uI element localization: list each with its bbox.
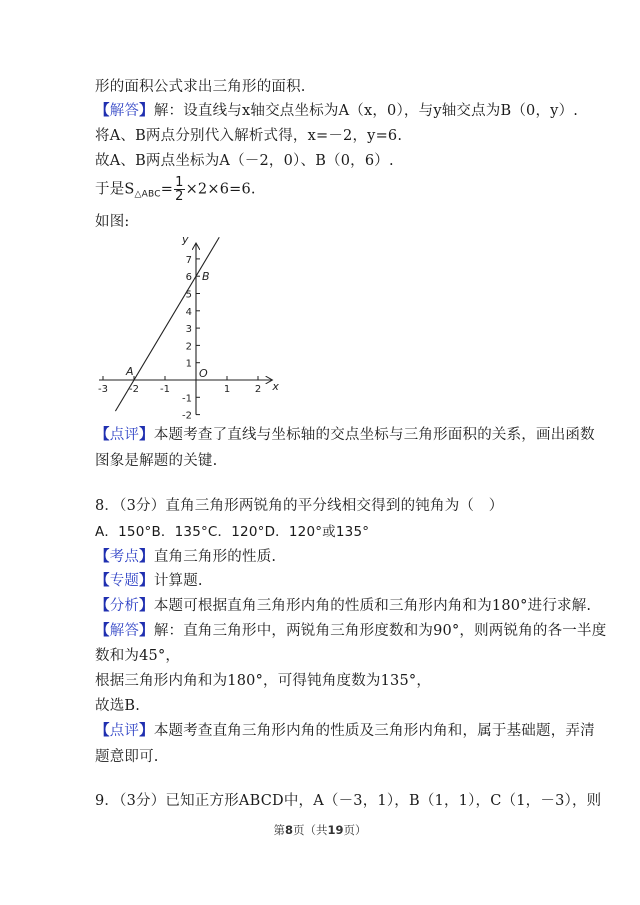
point-label-a: A — [126, 365, 134, 378]
y-tick-label: 1 — [185, 358, 192, 370]
origin-label: O — [199, 367, 208, 380]
answer-tag: 【解答】 — [95, 102, 154, 119]
footer-prefix: 第 — [273, 823, 285, 837]
fenxi-line — [95, 596, 591, 616]
answer-line — [95, 621, 606, 641]
x-tick-label: -3 — [98, 384, 108, 395]
figure-label: 如图: — [95, 214, 130, 230]
kaodian-line — [95, 547, 276, 567]
question-9-stem: 9．（3分）已知正方形ABCD中，A（－3，1），B（1，1），C（1，－3），则 — [95, 793, 602, 809]
y-tick-label: 2 — [185, 341, 192, 353]
y-tick-label: 7 — [185, 254, 192, 266]
answer-tag: 【解答】 — [95, 622, 154, 639]
answer-text: 解：直角三角形中，两锐角三角形度数和为90°，则两锐角的各一半度 — [153, 623, 607, 639]
comment-text: 本题考查直角三角形内角的性质及三角形内角和，属于基础题，弄清 — [153, 723, 595, 739]
x-axis-label: x — [272, 380, 279, 393]
x-tick-label: 2 — [254, 384, 262, 395]
y-tick-label: 6 — [185, 272, 192, 284]
footer-suffix: 页） — [343, 823, 367, 837]
comment-tag: 【点评】 — [95, 722, 154, 739]
zhuanti-tag: 【专题】 — [95, 572, 154, 589]
kaodian-text: 直角三角形的性质. — [153, 549, 277, 565]
fraction-denominator: 2 — [175, 189, 184, 204]
x-tick-label: -1 — [160, 384, 170, 395]
fraction-numerator: 1 — [175, 175, 184, 190]
fenxi-text: 本题可根据直角三角形内角的性质和三角形内角和为180°进行求解. — [153, 598, 592, 614]
question-8-options: A．150°B．135°C．120°D．120°或135° — [95, 524, 370, 540]
page-number: 8 — [284, 823, 293, 837]
page-total: 19 — [327, 823, 344, 837]
y-axis-label: y — [182, 233, 189, 247]
equals-sign: = — [160, 181, 174, 198]
zhuanti-text: 计算题. — [153, 573, 203, 589]
question-8-stem: 8．（3分）直角三角形两锐角的平分线相交得到的钝角为（ ） — [95, 498, 504, 514]
text-line: 根据三角形内角和为180°，可得钝角度数为135°， — [95, 673, 432, 689]
y-tick-label: 4 — [185, 306, 192, 318]
comment-line — [95, 425, 595, 445]
kaodian-tag: 【考点】 — [95, 548, 154, 565]
area-subscript: △ABC — [134, 189, 161, 200]
text-line: 图象是解题的关键. — [95, 453, 218, 469]
fenxi-tag: 【分析】 — [95, 597, 154, 614]
point-label-b: B — [202, 270, 210, 284]
area-rest: ×2×6=6. — [185, 181, 256, 198]
y-tick-label: 3 — [185, 324, 192, 336]
text-line: 故选B. — [95, 698, 141, 714]
x-tick-label: 1 — [223, 384, 231, 395]
y-tick-label: -2 — [182, 410, 192, 422]
answer-text: 解：设直线与x轴交点坐标为A（x，0），与y轴交点为B（0，y）. — [153, 103, 579, 119]
area-prefix: 于是S — [95, 181, 135, 198]
text-line: 将A、B两点分别代入解析式得，x=－2，y=6. — [95, 128, 403, 144]
zhuanti-line — [95, 571, 203, 591]
text-line: 故A、B两点坐标为A（－2，0）、B（0，6）. — [95, 153, 394, 169]
page-footer — [0, 822, 640, 838]
text-line: 题意即可. — [95, 749, 159, 765]
y-tick-label: -1 — [182, 393, 192, 405]
comment-tag: 【点评】 — [95, 426, 154, 443]
comment-line — [95, 721, 595, 741]
x-tick-label: -2 — [129, 384, 139, 395]
y-tick-label: 5 — [185, 289, 192, 301]
text-line: 形的面积公式求出三角形的面积. — [95, 79, 306, 95]
text-line: 数和为45°， — [95, 648, 181, 664]
comment-text: 本题考查了直线与坐标轴的交点坐标与三角形面积的关系，画出函数 — [153, 427, 595, 443]
footer-mid: 页（共 — [293, 823, 328, 837]
